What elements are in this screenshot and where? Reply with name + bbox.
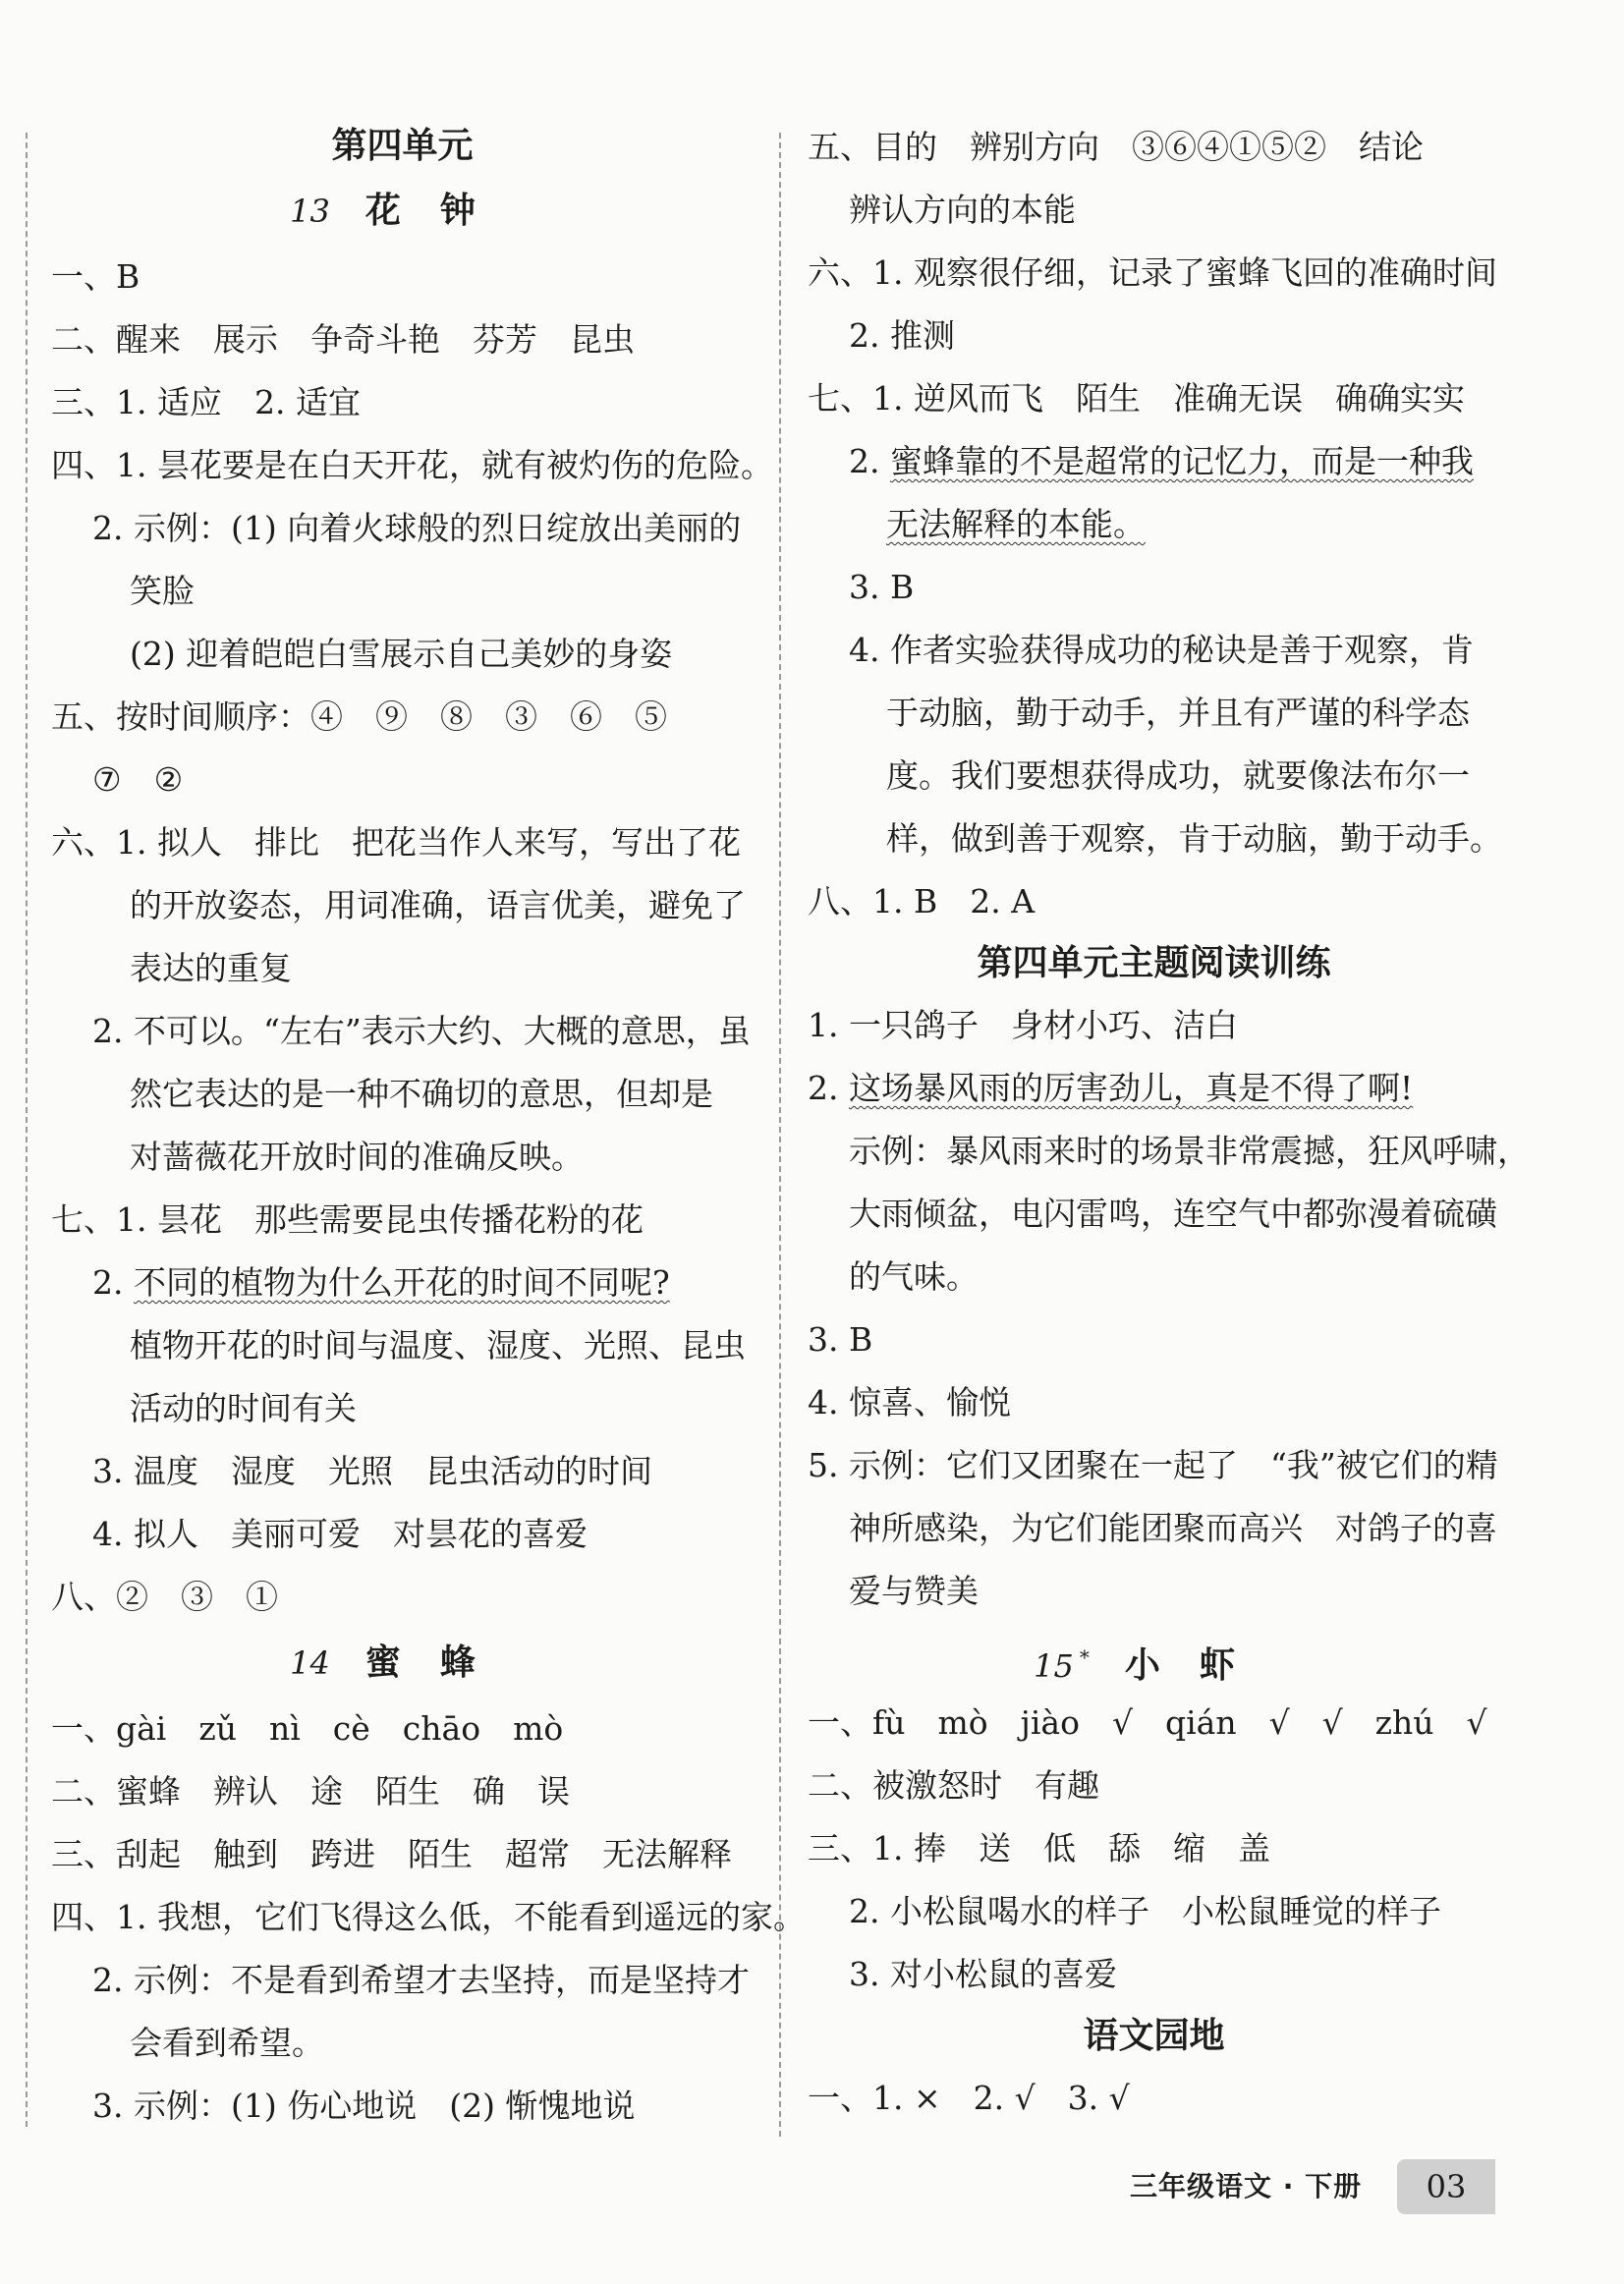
- section-heading: 第四单元: [331, 126, 474, 166]
- answer-line: (2) 迎着皑皑白雪展示自己美妙的身姿: [130, 635, 673, 673]
- answer-line: 二、被激怒时 有趣: [808, 1766, 1099, 1805]
- answer-line: 四、1. 我想，它们飞得这么低，不能看到遥远的家。: [51, 1898, 806, 1936]
- answer-line: 度。我们要想获得成功，就要像法布尔一: [886, 756, 1470, 795]
- answer-line: 一、1. × 2. √ 3. √: [808, 2079, 1130, 2117]
- answer-line: 笑脸: [130, 572, 195, 610]
- answer-line: 2. 小松鼠喝水的样子 小松鼠睡觉的样子: [849, 1892, 1441, 1930]
- answer-line: [808, 493, 1500, 556]
- answer-line: 会看到希望。: [130, 2024, 324, 2062]
- answer-line: 示例：暴风雨来时的场景非常震撼，狂风呼啸，: [849, 1132, 1530, 1170]
- answer-line: [808, 430, 1500, 493]
- answer-line: 4. 拟人 美丽可爱 对昙花的喜爱: [92, 1515, 588, 1553]
- answer-line: 二、醒来 展示 争奇斗艳 芬芳 昆虫: [51, 320, 635, 359]
- answer-line: 表达的重复: [130, 949, 292, 987]
- answer-line: 活动的时间有关: [130, 1389, 357, 1427]
- answer-line: 八、1. B 2. A: [808, 882, 1036, 920]
- answer-prefix: 2.: [849, 442, 890, 480]
- answer-line: 六、1. 观察很仔细，记录了蜜蜂飞回的准确时间: [808, 253, 1497, 292]
- column-divider: [779, 133, 781, 2137]
- answer-line: 3. 温度 湿度 光照 昆虫活动的时间: [92, 1452, 652, 1490]
- answer-line: 3. B: [808, 1320, 873, 1359]
- answer-line: 七、1. 昙花 那些需要昆虫传播花粉的花: [51, 1200, 644, 1239]
- lesson-title: [51, 177, 754, 246]
- answer-line: 于动脑，勤于动手，并且有严谨的科学态: [886, 694, 1470, 732]
- answer-line: 六、1. 拟人 排比 把花当作人来写，写出了花: [51, 823, 741, 862]
- lesson-name: 蜜蜂: [364, 1643, 515, 1683]
- answer-line: 大雨倾盆，电闪雷鸣，连空气中都弥漫着硫磺: [849, 1195, 1497, 1233]
- answer-line: 2. 示例：不是看到希望才去坚持，而是坚持才: [92, 1961, 750, 1999]
- lesson-number: 13: [290, 193, 330, 230]
- underlined-answer: 这场暴风雨的厉害劲儿，真是不得了啊!: [848, 1069, 1414, 1107]
- page-left-edge-line: [26, 133, 28, 2127]
- answer-line: 的气味。: [849, 1257, 979, 1296]
- answer-line: 四、1. 昙花要是在白天开花，就有被灼伤的危险。: [51, 446, 773, 484]
- answer-line: 八、② ③ ①: [51, 1578, 278, 1616]
- answer-line: 3. 对小松鼠的喜爱: [849, 1955, 1117, 1993]
- answer-line: 爱与赞美: [849, 1572, 979, 1610]
- answer-line: 五、按时间顺序：④ ⑨ ⑧ ③ ⑥ ⑤: [51, 697, 667, 736]
- answer-line: 一、fù mò jiào √ qián √ √ zhú √: [808, 1703, 1487, 1742]
- answer-prefix: 2.: [92, 1263, 134, 1302]
- answer-line: 三、1. 捧 送 低 舔 缩 盖: [808, 1829, 1270, 1867]
- page-number: 03: [1397, 2159, 1495, 2214]
- answer-prefix: 2.: [808, 1069, 849, 1107]
- answer-line: [51, 1252, 754, 1314]
- answer-line: 植物开花的时间与温度、湿度、光照、昆虫: [130, 1326, 746, 1365]
- answer-line: 七、1. 逆风而飞 陌生 准确无误 确确实实: [808, 379, 1465, 418]
- answer-line: 2. 推测: [849, 316, 955, 355]
- answer-line: 的开放姿态，用词准确，语言优美，避免了: [130, 886, 746, 924]
- underlined-answer: 不同的植物为什么开花的时间不同呢?: [133, 1263, 670, 1302]
- lesson-name: 小虾: [1124, 1645, 1274, 1686]
- answer-line: 4. 作者实验获得成功的秘诀是善于观察，肯: [849, 631, 1474, 669]
- answer-line: 一、gài zǔ nì cè chāo mò: [51, 1709, 564, 1748]
- answer-line: 5. 示例：它们又团聚在一起了 “我”被它们的精: [808, 1446, 1498, 1484]
- answer-line: 对蔷薇花开放时间的准确反映。: [130, 1138, 584, 1176]
- underlined-answer: 无法解释的本能。: [886, 505, 1146, 543]
- answer-line: 二、蜜蜂 辨认 途 陌生 确 误: [51, 1772, 570, 1810]
- answer-line: 辨认方向的本能: [849, 191, 1076, 229]
- section-heading: 第四单元主题阅读训练: [977, 943, 1331, 983]
- answer-line: 1. 一只鸽子 身材小巧、洁白: [808, 1006, 1238, 1044]
- answer-line: 3. 示例：(1) 伤心地说 (2) 惭愧地说: [92, 2087, 636, 2125]
- answer-line: 一、B: [51, 257, 140, 296]
- answer-line: ⑦ ②: [92, 760, 184, 799]
- underlined-answer: 蜜蜂靠的不是超常的记忆力，而是一种我: [889, 442, 1474, 480]
- answer-line: 三、刮起 触到 跨进 陌生 超常 无法解释: [51, 1835, 732, 1873]
- answer-line: 神所感染，为它们能团聚而高兴 对鸽子的喜: [849, 1509, 1497, 1547]
- answer-line: 三、1. 适应 2. 适宜: [51, 383, 361, 421]
- answer-line: 五、目的 辨别方向 ③⑥④①⑤② 结论: [808, 128, 1424, 166]
- section-heading: 语文园地: [1083, 2016, 1225, 2056]
- right-column: [808, 116, 1530, 2130]
- answer-line: 2. 不可以。“左右”表示大约、大概的意思，虽: [92, 1012, 751, 1050]
- lesson-title: [808, 1623, 1500, 1692]
- grade-subject-label: 三年级语文 · 下册: [1130, 2170, 1363, 2202]
- lesson-title: [51, 1629, 754, 1698]
- answer-line: [808, 1057, 1500, 1120]
- answer-line: 4. 惊喜、愉悦: [808, 1383, 1011, 1421]
- answer-line: 然它表达的是一种不确切的意思，但却是: [130, 1075, 713, 1113]
- lesson-number-marker: *: [1079, 1645, 1090, 1669]
- left-column: [51, 116, 806, 2138]
- lesson-name: 花钟: [364, 191, 515, 231]
- lesson-number: 15: [1034, 1647, 1074, 1685]
- answer-line: 2. 示例：(1) 向着火球般的烈日绽放出美丽的: [92, 509, 742, 547]
- answer-line: 3. B: [849, 568, 915, 606]
- lesson-number: 14: [290, 1644, 330, 1682]
- answer-line: 样，做到善于观察，肯于动脑，勤于动手。: [886, 819, 1502, 858]
